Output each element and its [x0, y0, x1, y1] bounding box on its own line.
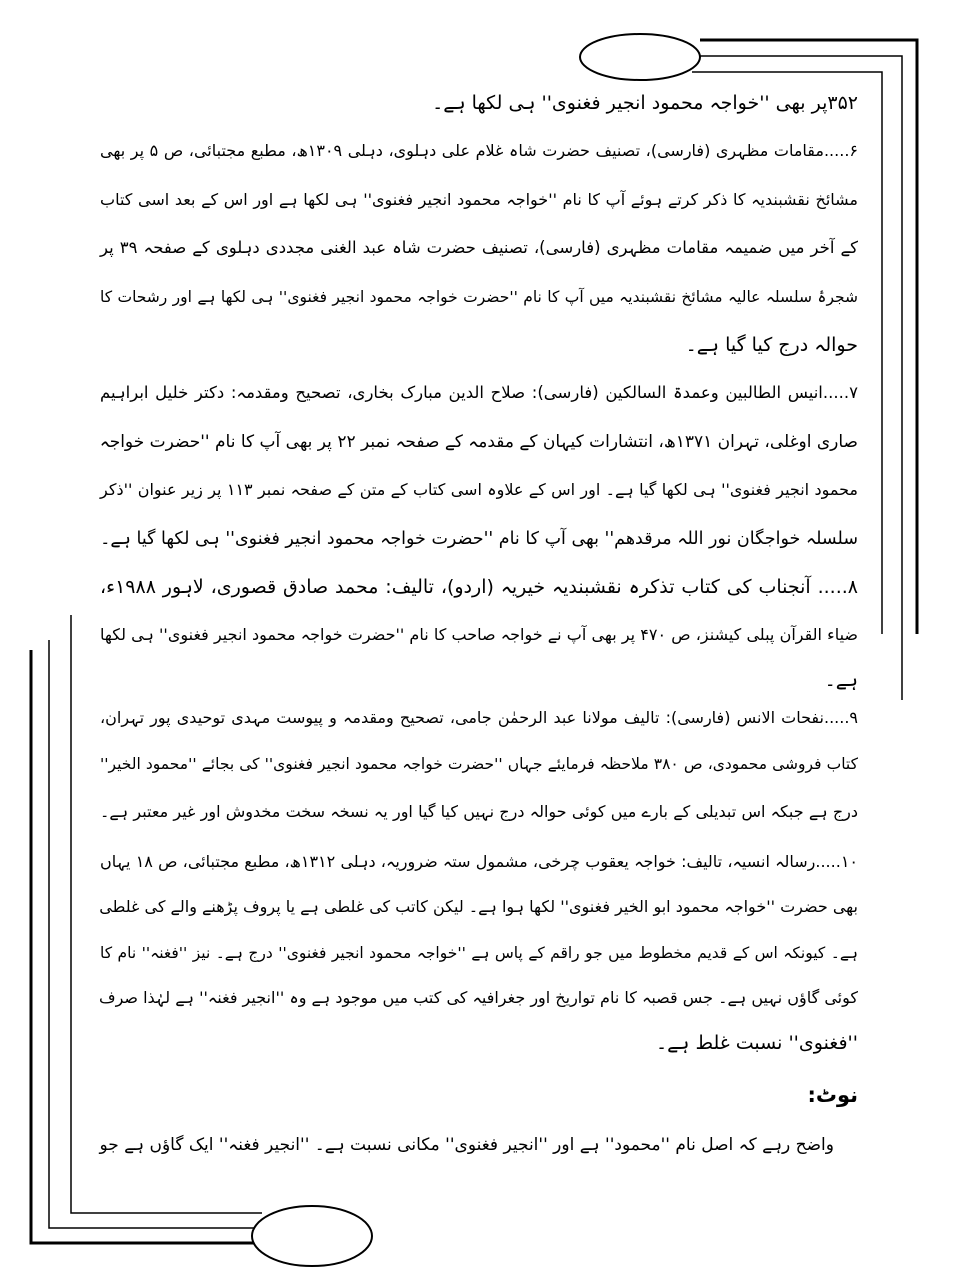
- text-line: شجرۂ سلسلہ عالیہ مشائخ نقشبندیہ میں آپ کا نام ''حضرت خواجہ محمود انجیر فغنوی'' ہی لکھا ہے اور رشحات کا: [100, 288, 858, 306]
- text-line: صاری اوغلی، تہران ۱۳۷۱ھ، انتشارات کیہان کے مقدمہ کے صفحہ نمبر ۲۲ پر بھی آپ کا نام ''حضرت خواجہ: [99, 432, 858, 452]
- text-line: ہے۔: [824, 669, 858, 691]
- text-line: کے آخر میں ضمیمہ مقامات مظہری (فارسی)، تصنیف حضرت شاہ عبد الغنی مجددی دہلوی کے صفحہ ۳۹ پر: [100, 238, 858, 257]
- text-line: ۹.....نفحات الانس (فارسی): تالیف مولانا عبد الرحمٰن جامی، تصحیح ومقدمہ و پیوست مہدی توحیدی پور تہران،: [100, 708, 858, 727]
- text-line: حوالہ درج کیا گیا ہے۔: [685, 334, 858, 356]
- text-line: سلسلہ خواجگان نور اللہ مرقدھم'' بھی آپ کا نام ''حضرت خواجہ محمود انجیر فغنوی'' ہی لکھا گیا ہے۔: [100, 529, 858, 549]
- top-oval-ornament: [580, 34, 700, 80]
- text-line: ۱۰.....رسالہ انسیہ، تالیف: خواجہ یعقوب چرخی، مشمول ستہ ضروریہ، دہلی ۱۳۱۲ھ، مطبع مجتبائی، ص ۱۸ یہاں: [100, 852, 858, 871]
- text-line: ہے۔ کیونکہ اس کے قدیم مخطوط میں جو راقم کے پاس ہے ''خواجہ محمود انجیر فغنوی'' درج ہے۔ نیز ''فغنہ'' نام کا: [100, 944, 858, 962]
- text-line: ۳۵۲پر بھی ''خواجہ محمود انجیر فغنوی'' ہی لکھا ہے۔: [432, 92, 858, 114]
- note-heading: نوٹ:: [807, 1083, 858, 1107]
- bottom-oval-ornament: [252, 1206, 372, 1266]
- text-line: ''فغنوی'' نسبت غلط ہے۔: [656, 1032, 858, 1054]
- text-line: ۶.....مقامات مظہری (فارسی)، تصنیف حضرت شاہ غلام علی دہلوی، دہلی ۱۳۰۹ھ، مطبع مجتبائی، ص ۵ پر بھی: [100, 141, 858, 160]
- text-line: بھی حضرت ''خواجہ محمود ابو الخیر فغنوی'' لکھا ہوا ہے۔ لیکن کاتب کی غلطی ہے یا پروف پڑھنے والے کی غلطی: [99, 897, 858, 916]
- text-line: محمود انجیر فغنوی'' ہی لکھا گیا ہے۔ اور اس کے علاوہ اسی کتاب کے متن کے صفحہ نمبر ۱۱۳ پر زیر عنوان ''ذکر: [100, 480, 858, 499]
- text-line: ۷.....انیس الطالبین وعمدۃ السالکین (فارسی): صلاح الدین مبارک بخاری، تصحیح ومقدمہ: دکتر خلیل ابراہیم: [100, 383, 858, 402]
- note-text: واضح رہے کہ اصل نام ''محمود'' ہے اور ''انجیر فغنوی'' مکانی نسبت ہے۔ ''انجیر فغنہ'' ایک گاؤں ہے جو: [99, 1135, 834, 1155]
- text-line: کتاب فروشی محمودی، ص ۳۸۰ ملاحظہ فرمایئے جہاں ''حضرت خواجہ محمود انجیر فغنوی'' کی بجائے ''محمود الخیر'': [100, 755, 858, 773]
- text-line: ۸..... آنجناب کی کتاب تذکرہ نقشبندیہ خیریہ (اردو)، تالیف: محمد صادق قصوری، لاہور ۱۹۸۸ء،: [100, 576, 858, 598]
- text-line: ضیاء القرآن پبلی کیشنز، ص ۴۷۰ پر بھی آپ نے خواجہ صاحب کا نام ''حضرت خواجہ محمود انجیر فغنوی'' ہی لکھا: [100, 625, 858, 644]
- text-line: کوئی گاؤں نہیں ہے۔ جس قصبہ کا نام تواریخ اور جغرافیہ کی کتب میں موجود ہے وہ ''انجیر فغنہ'' ہے لہٰذا صرف: [99, 988, 858, 1007]
- text-line: مشائخ نقشبندیہ کا ذکر کرتے ہوئے آپ کا نام ''خواجہ محمود انجیر فغنوی'' ہی لکھا ہے اور اس کے بعد اسی کتاب: [100, 190, 858, 209]
- text-line: درج ہے جبکہ اس تبدیلی کے بارے میں کوئی حوالہ درج نہیں کیا گیا اور یہ نسخہ سخت مخدوش اور غیر معتبر ہے۔: [100, 802, 858, 821]
